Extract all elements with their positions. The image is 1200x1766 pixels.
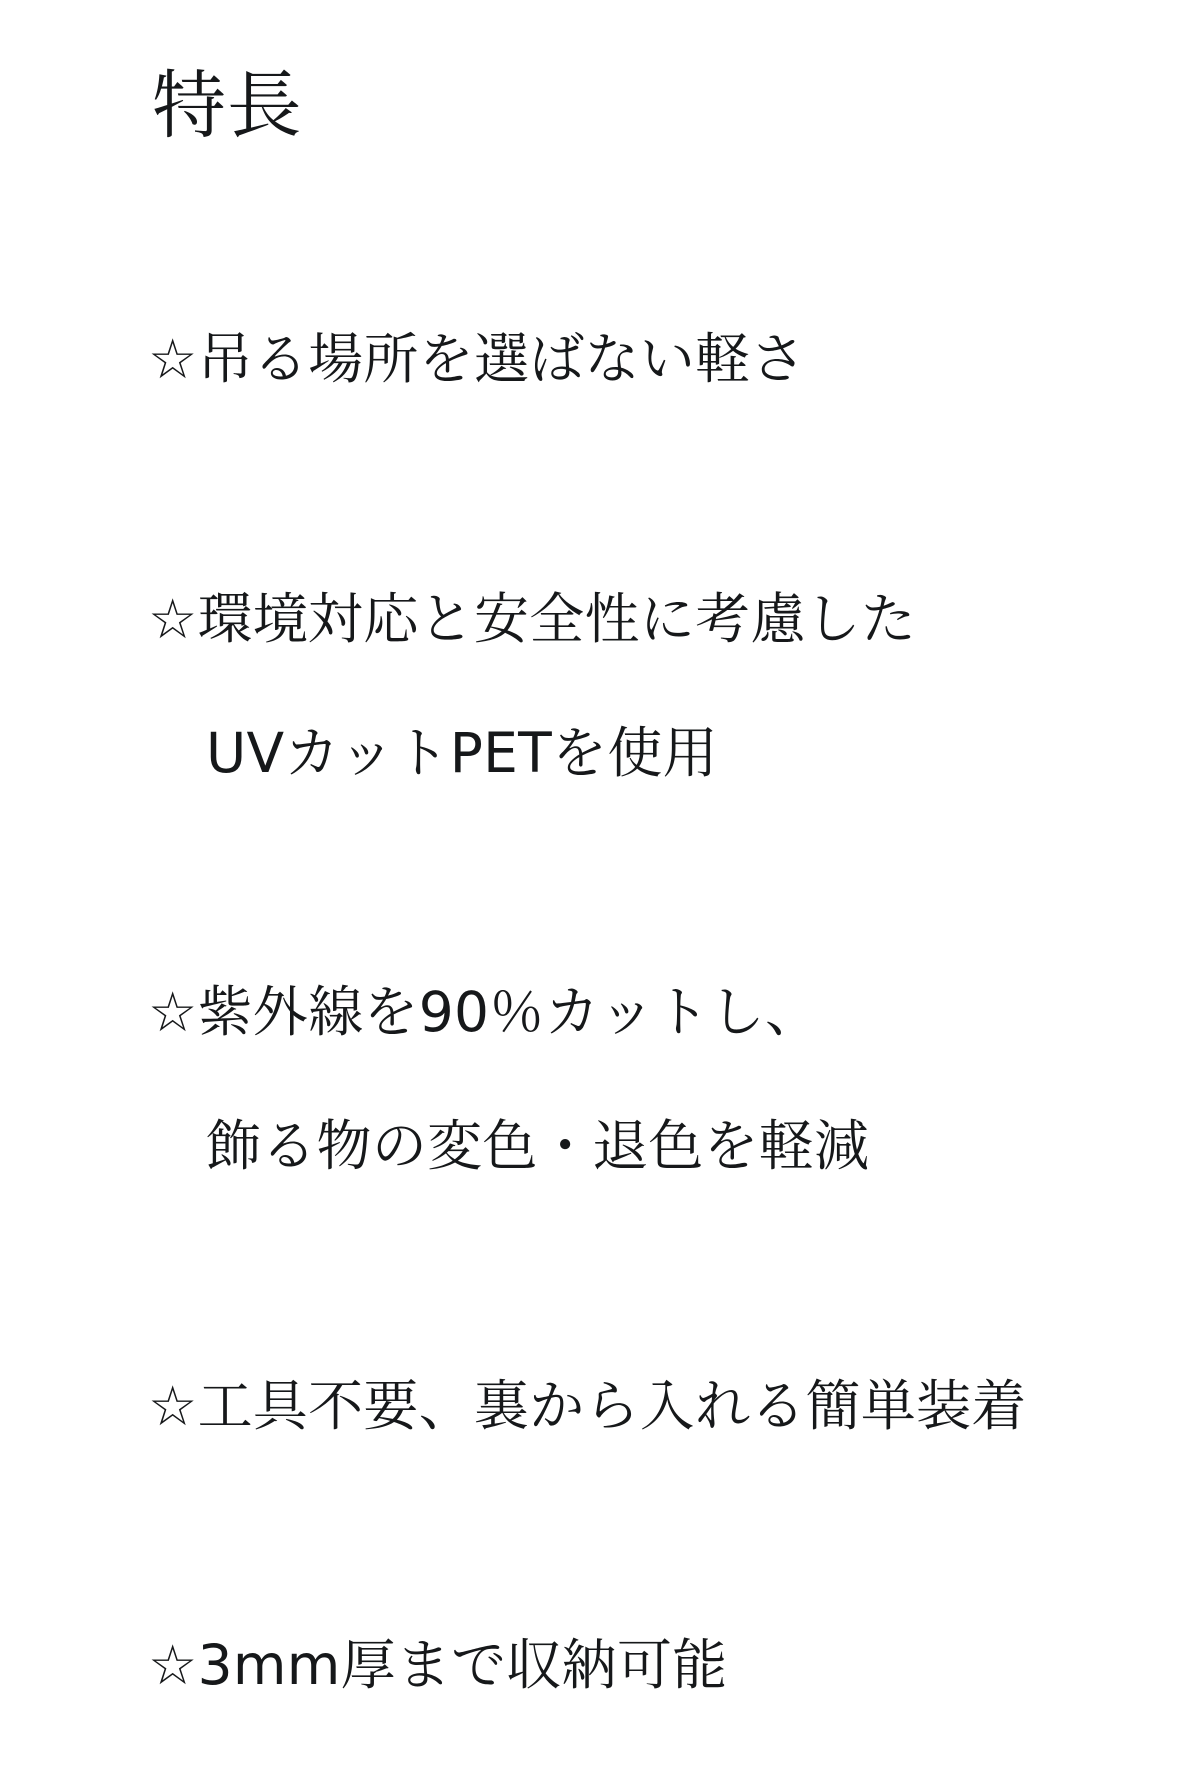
feature-line	[148, 1373, 1140, 1440]
feature-line-continued: UVカットPETを使用	[206, 720, 718, 785]
feature-item	[148, 259, 1140, 460]
bullet-star-icon: ☆	[148, 980, 198, 1045]
feature-list	[148, 259, 1140, 1766]
feature-text: 3mm厚まで収納可能	[197, 1632, 728, 1697]
bullet-star-icon: ☆	[148, 1632, 198, 1697]
feature-line	[148, 1632, 1140, 1699]
feature-text: 環境対応と安全性に考慮した	[197, 586, 917, 651]
bullet-star-icon: ☆	[148, 1373, 198, 1438]
feature-item	[148, 1306, 1140, 1507]
feature-line	[148, 586, 1140, 653]
feature-text: 紫外線を90％カットし、	[197, 980, 821, 1045]
bullet-star-icon: ☆	[148, 586, 198, 651]
feature-text: 吊る場所を選ばない軽さ	[197, 327, 806, 392]
page-title: 特長	[152, 63, 303, 149]
feature-text: 工具不要、裏から入れる簡単装着	[197, 1373, 1027, 1438]
feature-item	[148, 519, 1140, 854]
bullet-star-icon: ☆	[148, 327, 198, 392]
feature-line-continued: 飾る物の変色・退色を軽減	[206, 1114, 870, 1179]
feature-line	[148, 979, 1140, 1046]
feature-item	[148, 912, 1140, 1247]
feature-line	[148, 326, 1140, 393]
feature-item	[148, 1565, 1140, 1766]
